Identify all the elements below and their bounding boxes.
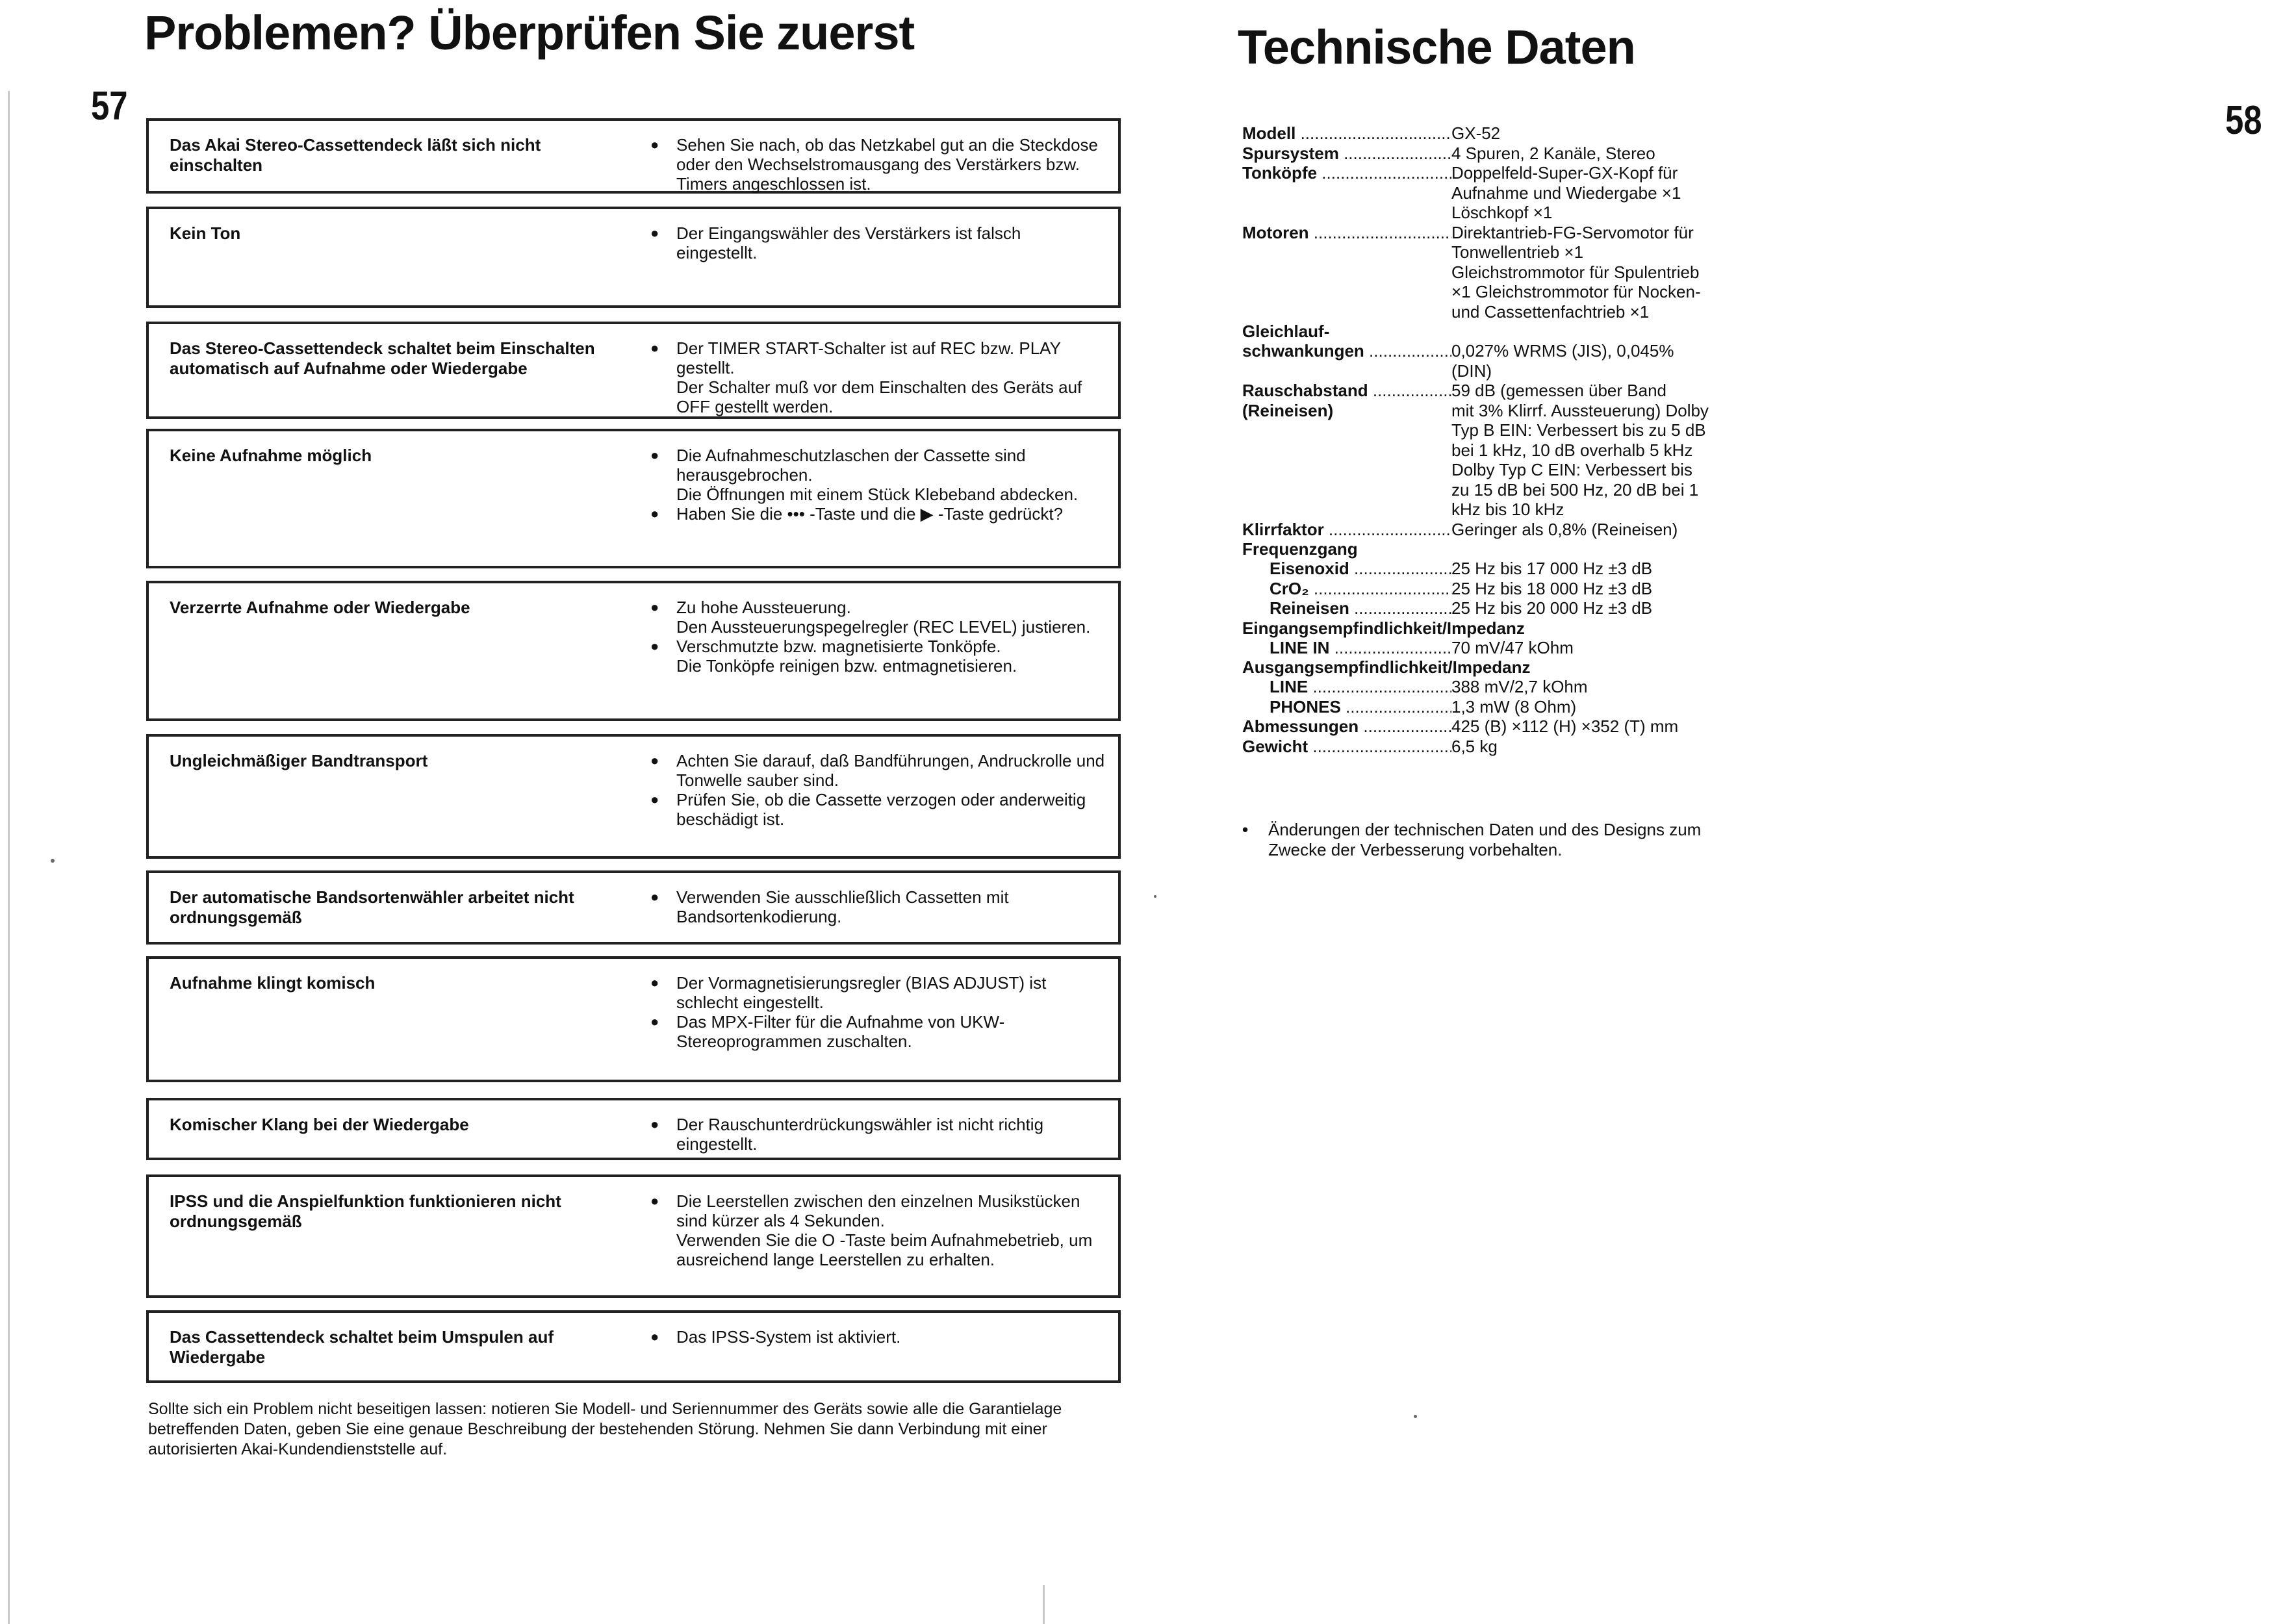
spec-row (1242, 737, 1710, 757)
solution-continuation: Den Aussteuerungspegelregler (REC LEVEL) justieren. (676, 617, 1091, 637)
solution-continuation: Der Schalter muß vor dem Einschalten des Geräts auf OFF gestellt werden. (676, 377, 1082, 416)
solution-item: ● Der TIMER START-Schalter ist auf REC bzw. PLAY gestellt. (650, 338, 1105, 377)
solution-list (650, 887, 1105, 926)
problem-text: Komischer Klang bei der Wiedergabe (170, 1115, 469, 1134)
troubleshooting-row (146, 207, 1121, 308)
spec-value: 70 mV/47 kOhm (1451, 637, 1574, 657)
solution-item: ● Der Vormagnetisierungsregler (BIAS ADJUST) ist schlecht eingestellt. (650, 973, 1105, 1012)
spec-value: Direktantrieb-FG-Servomotor für Tonwellentrieb ×1 Gleichstrommotor für Spulentrieb ×1 Gleichstrommotor für Nocken- und Cassettenfachtrieb ×1 (1451, 222, 1701, 322)
spec-label: PHONES ..... (1242, 697, 1451, 717)
spec-label: Klirrfaktor ..... (1242, 520, 1451, 540)
print-speck (51, 859, 55, 863)
page-number-left: 57 (91, 84, 128, 129)
spec-row (1242, 598, 1710, 618)
problem-text: IPSS und die Anspielfunktion funktionieren nicht ordnungsgemäß (170, 1191, 561, 1231)
spec-label: Modell ..... (1242, 123, 1451, 144)
solution-item: ● Verwenden Sie ausschließlich Cassetten mit Bandsortenkodierung. (650, 887, 1105, 926)
solution-list (650, 1115, 1105, 1154)
print-speck (1154, 895, 1156, 898)
page-edge-line (8, 91, 10, 1624)
solution-continuation: Die Öffnungen mit einem Stück Klebeband abdecken. (676, 485, 1079, 504)
spec-value: Doppelfeld-Super-GX-Kopf für Aufnahme und Wiedergabe ×1 Löschkopf ×1 (1451, 163, 1681, 222)
troubleshooting-row (146, 1098, 1121, 1160)
solution-list (650, 1191, 1105, 1269)
problem-text: Kein Ton (170, 223, 241, 243)
solution-item: ● Die Leerstellen zwischen den einzelnen Musikstücken sind kürzer als 4 Sekunden. (650, 1191, 1105, 1230)
solution-item: ● Prüfen Sie, ob die Cassette verzogen oder anderweitig beschädigt ist. (650, 790, 1105, 829)
troubleshooting-row (146, 429, 1121, 568)
spec-value: GX-52 (1451, 123, 1501, 143)
troubleshooting-row (146, 1310, 1121, 1383)
spec-row (1242, 638, 1710, 658)
spec-label: Eisenoxid ..... (1242, 559, 1451, 579)
solution-item: ● Verschmutzte bzw. magnetisierte Tonköpfe. (650, 637, 1105, 656)
spec-row (1242, 223, 1710, 322)
spec-label: Gleichlauf- (1242, 322, 1330, 341)
spec-row (1242, 123, 1710, 144)
spec-value: 59 dB (gemessen über Band (1451, 381, 1666, 400)
solution-continuation: Die Tonköpfe reinigen bzw. entmagnetisieren. (676, 656, 1017, 676)
spec-row (1242, 697, 1710, 717)
spec-label: Spursystem ..... (1242, 144, 1451, 164)
solution-list (650, 223, 1105, 262)
spec-row (1242, 677, 1710, 697)
print-speck (1414, 1415, 1417, 1418)
solution-list (650, 135, 1105, 194)
binding-line (1043, 1585, 1045, 1624)
left-page-title: Problemen? Überprüfen Sie zuerst (144, 6, 915, 60)
solution-list (650, 973, 1105, 1051)
spec-row (1242, 579, 1710, 599)
spec-row (1242, 717, 1710, 737)
spec-value: 1,3 mW (8 Ohm) (1451, 696, 1577, 717)
spec-label: Tonköpfe ..... (1242, 163, 1451, 183)
spec-label: LINE ..... (1242, 677, 1451, 697)
spec-row (1242, 401, 1710, 520)
spec-row (1242, 520, 1710, 540)
solution-item: ● Haben Sie die ••• -Taste und die ▶ -Taste gedrückt? (650, 504, 1105, 524)
problem-text: Ungleichmäßiger Bandtransport (170, 751, 428, 770)
solution-list (650, 598, 1105, 676)
spec-row (1242, 657, 1710, 677)
troubleshooting-row (146, 956, 1121, 1082)
solution-list (650, 751, 1105, 829)
solution-list (650, 1327, 1105, 1347)
spec-label: Abmessungen ..... (1242, 717, 1451, 737)
service-note: Sollte sich ein Problem nicht beseitigen lassen: notieren Sie Modell- und Seriennummer des Geräts sowie alle die Garantielage betreffenden Daten, geben Sie eine genaue Beschreibung der bestehenden Störung. Nehmen Sie dann Verbindung mit einer autorisierten Akai-Kundendienststelle auf. (148, 1400, 1062, 1458)
solution-item: ● Sehen Sie nach, ob das Netzkabel gut an die Steckdose oder den Wechselstromausgang des Verstärkers bzw. Timers angeschlossen ist. (650, 135, 1105, 194)
spec-value: 425 (B) ×112 (H) ×352 (T) mm (1451, 717, 1679, 736)
problem-text: Der automatische Bandsortenwähler arbeitet nicht ordnungsgemäß (170, 887, 574, 927)
spec-value: 25 Hz bis 17 000 Hz ±3 dB (1451, 559, 1653, 578)
spec-label: (Reineisen) (1242, 400, 1334, 420)
spec-label: Gewicht ..... (1242, 737, 1451, 757)
problem-text: Das Cassettendeck schaltet beim Umspulen auf Wiedergabe (170, 1327, 554, 1367)
spec-change-note-text: Änderungen der technischen Daten und des Designs zum Zwecke der Verbesserung vorbehalten. (1268, 820, 1702, 859)
solution-item: ● Das IPSS-System ist aktiviert. (650, 1327, 1105, 1347)
spec-value: 0,027% WRMS (JIS), 0,045% (DIN) (1451, 341, 1674, 381)
spec-value: 388 mV/2,7 kOhm (1451, 677, 1588, 696)
solution-item: ● Das MPX-Filter für die Aufnahme von UKW-Stereoprogrammen zuschalten. (650, 1012, 1105, 1051)
note-bullet-icon: • (1242, 820, 1249, 839)
spec-table (1242, 123, 1710, 756)
solution-item: ● Die Aufnahmeschutzlaschen der Cassette sind herausgebrochen. (650, 446, 1105, 485)
solution-item: ● Achten Sie darauf, daß Bandführungen, Andruckrolle und Tonwelle sauber sind. (650, 751, 1105, 790)
spec-value: 4 Spuren, 2 Kanäle, Stereo (1451, 143, 1655, 163)
problem-text: Aufnahme klingt komisch (170, 973, 376, 993)
spec-row (1242, 539, 1710, 559)
problem-text: Keine Aufnahme möglich (170, 446, 372, 465)
spec-row (1242, 163, 1710, 223)
troubleshooting-row (146, 870, 1121, 945)
spec-value: 25 Hz bis 18 000 Hz ±3 dB (1451, 578, 1653, 598)
troubleshooting-row (146, 581, 1121, 721)
solution-continuation: Verwenden Sie die O -Taste beim Aufnahmebetrieb, um ausreichend lange Leerstellen zu erhalten. (676, 1230, 1093, 1269)
solution-item: ● Der Rauschunterdrückungswähler ist nicht richtig eingestellt. (650, 1115, 1105, 1154)
spec-value: 6,5 kg (1451, 736, 1498, 756)
solution-list (650, 446, 1105, 524)
spec-value: mit 3% Klirrf. Aussteuerung) Dolby Typ B EIN: Verbessert bis zu 5 dB bei 1 kHz, 10 dB overhalb 5 kHz Dolby Typ C EIN: Verbessert bis zu 15 dB bei 500 Hz, 20 dB bei 1 kHz bis 10 kHz (1451, 400, 1709, 519)
solution-item: ● Der Eingangswähler des Verstärkers ist falsch eingestellt. (650, 223, 1105, 262)
spec-row (1242, 341, 1710, 381)
spec-value: 25 Hz bis 20 000 Hz ±3 dB (1451, 598, 1653, 618)
problem-text: Das Akai Stereo-Cassettendeck läßt sich nicht einschalten (170, 135, 541, 175)
spec-row (1242, 559, 1710, 579)
spec-row (1242, 322, 1710, 341)
spec-label: Motoren ..... (1242, 223, 1451, 243)
spec-label: Ausgangsempfindlichkeit/Impedanz (1242, 657, 1531, 677)
spec-label: schwankungen ..... (1242, 341, 1451, 361)
spec-label: LINE IN ..... (1242, 638, 1451, 658)
right-page-title: Technische Daten (1238, 20, 1635, 74)
spec-row (1242, 381, 1710, 401)
problem-text: Das Stereo-Cassettendeck schaltet beim Einschalten automatisch auf Aufnahme oder Wiedergabe (170, 338, 595, 378)
spec-value: Geringer als 0,8% (Reineisen) (1451, 519, 1678, 539)
spec-label: Frequenzgang (1242, 539, 1358, 559)
troubleshooting-row (146, 734, 1121, 859)
troubleshooting-row (146, 1174, 1121, 1298)
spec-change-note (1242, 820, 1736, 860)
spec-label: Reineisen ..... (1242, 598, 1451, 618)
spec-row (1242, 144, 1710, 164)
troubleshooting-row (146, 118, 1121, 194)
spec-label: Rauschabstand ..... (1242, 381, 1451, 401)
page-number-right: 58 (2225, 98, 2262, 143)
spec-row (1242, 618, 1710, 638)
spec-label: CrO₂ ..... (1242, 579, 1451, 599)
solution-list (650, 338, 1105, 416)
troubleshooting-row (146, 322, 1121, 419)
problem-text: Verzerrte Aufnahme oder Wiedergabe (170, 598, 470, 617)
spec-label: Eingangsempfindlichkeit/Impedanz (1242, 618, 1525, 638)
solution-item: ● Zu hohe Aussteuerung. (650, 598, 1105, 617)
